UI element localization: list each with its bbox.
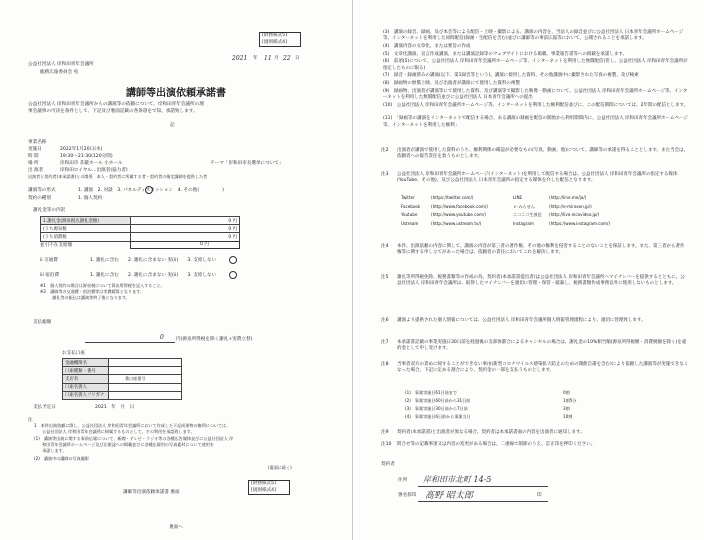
payment-total-label: 支払総額 [33, 320, 52, 325]
sns-url: (http://www.ustream.tv/) [431, 220, 482, 226]
document-title: 講師等出演依頼承諾書 [126, 88, 226, 99]
account-row-label: 口座種類・番号 [63, 367, 109, 375]
signer-heading: 契約者 [381, 462, 395, 467]
fee-row-1b-value: 0 円 [131, 233, 240, 241]
date-month: 11 [264, 55, 272, 62]
continued-label: (裏面に続く) [268, 465, 292, 470]
name-underline [418, 501, 548, 502]
note-2c: 承諾します。 [34, 448, 67, 453]
right-item: (10) 公益社団法人 岸和田青年会議所ホームページ等、インターネットを利用した権利配信並びに、この配信期間については、2年間の配信とします。 [383, 102, 689, 108]
note4-heading: 注4 [381, 244, 389, 249]
payment-total-underline [85, 342, 175, 343]
payment-date-label: 支払予定日 [33, 405, 56, 410]
cancel-row-label: (3) 事業実施日30日前から7日前 [405, 406, 468, 411]
contract-label: 契約の種別 [28, 196, 51, 201]
fee-row-2-box [130, 241, 240, 249]
sns-name2: ニコニコ生放送 [513, 212, 542, 217]
travel-options: 1. 謝礼に含む 2. 謝礼に含まない 実(ii) 3. 支給しない [90, 258, 217, 263]
form-label-2: [規則様式4] [262, 39, 287, 45]
address-label: 住所 [398, 478, 408, 483]
note8-text: 当事者双方の責めに帰することができない事由(新型コロナウイルス感染拡大防止のための開催自粛を含む)により依頼した講演等が実施できなくなった場合、下記に定める割合により、契約金の一部を支払うものとします。 [397, 362, 689, 374]
fee-row-1a-label: (うち源泉税 [41, 225, 131, 233]
sns-name: Facebook [401, 203, 421, 209]
right-item: (5) 文章化講演、宣言作成講演、または講演記録等のウェブサイトにおける掲載、事業報告書等への掲載を承諾します。 [383, 51, 628, 57]
account-row-value [109, 391, 182, 399]
name-handwritten: 髙野 昭太郎 [425, 491, 473, 501]
address-handwritten: 岸和田市北町 14-5 [423, 475, 492, 484]
ki-heading: 記 [170, 123, 175, 128]
name-label: 署名捺印 [398, 493, 417, 498]
note4-text: 本件、出演依頼の内容に関して、講演の内容が第三者の著作権、その他の権利を侵害することのないことを保証します。また、第三者から著作権等に関する申し立てがあった場合は、依頼者の責任においてこれを解決します。 [397, 244, 685, 256]
cancel-row-value: 10割 [563, 414, 573, 419]
cancel-row-value: 0割 [563, 390, 570, 395]
address-underline [418, 486, 548, 487]
note-1: 1 本件出演依頼に際し、公益社団法人 岸和田青年会議所において作成した下記成果物の権利については、 [34, 423, 231, 428]
footer-form-label-1: [財務様式5] [251, 481, 276, 486]
fee-row-1b-label: (うち消費税 [41, 233, 131, 241]
time-label: 時 間 [28, 154, 39, 159]
date-year-suffix: 年 [253, 56, 258, 61]
sns-url: (http://www.facebook.com/) [431, 203, 488, 209]
sns-url2: (http://live.nicovideo.jp/) [549, 212, 600, 217]
fee-row-1a-value: 0 円 [131, 225, 240, 233]
payment-date-value: 2021 年 月 日 [95, 405, 135, 410]
addressee-line-1: 公益社団法人 岸和田青年会議所 [28, 62, 94, 67]
note7-text: 本承諾書記載の事業実施日30日前を経過後の支部体都合によるキャンセルの場合は、謝礼金の10%相当額(源泉所得税額・消費税額を除く)を違約金として申し受けます。 [397, 340, 687, 352]
place-value: 岸和田市 荘厳ホール 小ホール [60, 161, 123, 166]
place-label: 場 所 [28, 161, 39, 166]
account-number-label: 番口座番号 [125, 376, 146, 381]
account-row-value [109, 367, 182, 375]
theme-value: テーマ「岸和田市長選挙について」 [210, 161, 284, 166]
date-value: 2022年1月20日(木) [60, 147, 103, 152]
sns-url2: (https://www.instagram.com/) [549, 220, 611, 226]
format-options: 1. 講演 2. 対談 3. パネルディスカッション 4. その他( ) [78, 188, 224, 193]
relation-note: 出演者と契約者(本承諾書)との関係 本人・契約者に所属する者・契約者の指定講師を提供した者 [28, 174, 208, 179]
sns-name: Youtube [401, 212, 418, 217]
payment-total-value: 0 [160, 334, 164, 341]
table-row [41, 233, 240, 241]
cancel-row-value: 3割 [563, 406, 570, 411]
sns-url2: (http://e-mirasen.jp/) [549, 203, 592, 209]
right-item: (11) 「録画等の講演をインターネットで配信する場合、ある講演の録画を配信の開始から利用期間内に、公益社団法人 岸和田青年会議所ホームページ等、インターネットを利用した権利」 [383, 116, 688, 128]
note5-text: 謝礼等所得税免除、税務書類等の作成の為、契約者(本承諾書提出者)は公益社団法人 岸和田青年会議所へマイナンバーを提供するとともに、公益社団法人 岸和田青年会議所は、取得したマイナンバーを適切に管理・保管・破棄し、税務書類作成事務以外に使用しないものとします。 [397, 275, 685, 287]
sns-url2: (http://line.me/ja/) [549, 195, 587, 200]
note7-heading: 注7 [381, 340, 389, 345]
hotel-label: iii 宿泊費 [40, 273, 60, 278]
right-item: (9) 録画物、出演者が講演等にて使用した資料、及び講演等で撮影した映像・動画について、公益社団法人 岸和田青年会議所ホームページ等、インターネットを利用した無償配信並びに公益社団法人 日本青年会議所への提出 [383, 88, 688, 100]
form-label-1: [財務様式5] [262, 33, 287, 38]
date-day: 22 [283, 55, 291, 62]
note8-heading: 注8 [381, 362, 389, 367]
date-day-suffix: 日 [295, 56, 300, 61]
note-1b: 公益社団法人 岸和田青年会議所に帰属するものとして、その利用を承認致します。 [34, 429, 195, 434]
hotel-selected-mark [229, 271, 237, 279]
intro-line-2: 事会議事の可決を条件として、下記及び裏面記載の各条項をで知、承諾致します。 [28, 109, 198, 114]
right-item: (6) 前項(5)について、公益社団法人 岸和田青年会議所ホームページ等、インターネットを利用した無償配信(但し、公益社団法人 岸和田青年会議所が指定したものに限る) [383, 59, 688, 71]
note10-text: 問合せ等の記載事項又は内容の変更がある場合は、二重線で削除のうえ、訂正印を押印ください。 [397, 442, 596, 447]
account-row-label: 金融機関名 [63, 359, 109, 367]
account-row-label: 支店名 [63, 375, 109, 383]
seal-mark: 印 [537, 493, 542, 498]
small-note-3: 謝礼等の振込は講演等終了後となります。 [40, 295, 130, 300]
footer-form-name: 講師等出演依頼承諾書 裏面 [123, 490, 180, 495]
account-row-label: 口座名義人フリガナ [63, 391, 109, 399]
fee-row-1-value: 0 円 [131, 217, 240, 225]
note-3: (2) 講演中の講師の写真撮影 [34, 456, 89, 461]
cancel-row-label: (4) 事業実施日6日前から事業当日 [405, 414, 471, 419]
note9-text: 契約者(本承諾書)と出演者が異なる場合、契約者は本承諾書面の内容を出演者に通知します。 [397, 430, 585, 435]
note6-text: 講演より提供された個人情報については、公益社団法人 岸和田青年会議所個人情報管理規程により、適切に管理致します。 [397, 318, 646, 323]
small-note-1: ※1 個人契約の場合は源泉税について算出所得税を記入すること。 [40, 283, 165, 288]
hotel-options: 1. 謝礼に含む 2. 謝礼に含まない 実(ii) 3. 支給しない [90, 273, 217, 278]
contract-value: 1. 個人契約 [78, 196, 103, 201]
right-item: (7) 録音・録画済みの講演(以下、第1録音等という)、講演に使用した資料、その他講演中に撮影された写真の複製、及び検索 [383, 73, 639, 79]
note10-heading: 注10 [381, 442, 392, 447]
travel-label: ii 交通費 [40, 258, 58, 263]
table-row [63, 367, 182, 375]
note5-heading: 注5 [381, 275, 389, 280]
travel-selected-mark [229, 256, 237, 264]
note-heading: 注 [28, 418, 33, 423]
note2-heading: 注2 [381, 148, 389, 153]
table-row [63, 391, 182, 399]
right-page [352, 0, 704, 540]
cancel-row-value: 1割5分 [563, 398, 577, 403]
turn-over-label: 裏面へ [169, 525, 183, 530]
account-table [62, 358, 182, 400]
right-item: (8) 録画物の無償上映、及び出演者が講演にて使用した資料の複製 [383, 80, 520, 86]
right-item: (3) 講演の録音、録画、及び本会等による配信・上映・撮影による、講演の内容を、当法人の録音並びに公益社団法人 日本青年会議所ホームページ等、インターネットを利用した同時配信(録画・生配信を含む)並びに講師等の事前広報等において、公開されることを承諾します。 [383, 30, 684, 42]
account-row-value [109, 383, 182, 391]
fee-row-1-label: 1.謝礼金(源泉税込謝礼金額) [41, 217, 131, 225]
small-note-2: ※2 講師等の交通費・宿泊費等は実費精算となります。 [40, 289, 144, 294]
sns-name: Twitter [401, 195, 415, 200]
format-selected-mark [145, 186, 153, 194]
sns-name2: ｅ-みらせん [513, 203, 535, 209]
addressee-line-2: 総務広報委員会 宛 [40, 70, 79, 75]
cancel-row-label: (1) 事業実施日61日前まで [405, 390, 457, 395]
note2-text: 出演者が講演で使用した資料のうち、権利関係の確認が必要なもの(写真、動画、他)について、講師等の承諾を得ることとします。また当会は、依頼者への報告責任を負うものとします。 [397, 148, 688, 160]
sns-name2: LINE [513, 195, 523, 200]
table-row [41, 217, 240, 225]
form-number-box [259, 32, 301, 47]
time-value: 19:30〜21:30(120分間) [60, 154, 113, 159]
format-label: 講演等の形式 [28, 188, 56, 193]
fee-heading: 謝礼金等の内訳 [33, 208, 66, 213]
account-heading: お支払口座 [62, 351, 85, 356]
performer-label: 出 演者 [28, 168, 44, 173]
cancel-row-label: (2) 事業実施日60日前から31日前 [405, 398, 471, 403]
right-item: (4) 講演内容の文章化、または要旨の作成 [383, 43, 471, 49]
date-year: 2021 [232, 55, 248, 62]
sns-url: (https://twitter.com/) [431, 195, 474, 200]
intro-line-1: 公益社団法人 岸和田青年会議所からの講演等の依頼について、岸和田青年会議所の理 [28, 102, 204, 107]
fee-row-2-value: 0 円 [200, 242, 209, 247]
date-month-suffix: 月 [274, 56, 279, 61]
event-heading: 事業名称 [28, 140, 47, 145]
footer-form-label-2: [規則様式4] [251, 487, 276, 493]
payment-total-unit: 円(源泉所得税を除く謝礼+実費立替) [176, 337, 253, 342]
table-row [41, 225, 240, 233]
note3-text: 公益社団法人 岸和田青年会議所ホームページ(インターネット)を利用して配信する場合は、公益社団法人 岸和田青年会議所の指定する媒体(YouTube、その他)、及び公益社団法人 日本青年会議所の指定する媒体を介した配信となります。 [397, 172, 678, 184]
note9-heading: 注9 [381, 430, 389, 435]
note3-heading: 注3 [381, 172, 389, 177]
note-2: (1) 講演等出演に関する事前広報について、新聞・テレビ・ラジオ等の各種広告媒体並びに公益社団法人 岸 [34, 436, 234, 441]
footer-form-box [248, 480, 290, 495]
sns-url: (http://www.youtube.com/) [431, 212, 486, 217]
account-row-label: 口座名義人 [63, 383, 109, 391]
table-row [63, 359, 182, 367]
account-row-value [109, 359, 182, 367]
note-2b: 和田青年会議所ホームページ及び広報誌への掲載並びに各種広報用の写真素材について使用を [34, 442, 214, 447]
fee-row-2-label: 並引不在支給額 [40, 243, 73, 248]
performer-value: 岸和田ロイヤル…出演者(協力者) [60, 168, 128, 173]
date-label: 実施日 [28, 147, 42, 152]
sns-name2: Instagram [513, 220, 534, 226]
sns-name: Ustream [401, 220, 419, 226]
table-row [63, 375, 182, 383]
note6-heading: 注6 [381, 318, 389, 323]
table-row [63, 383, 182, 391]
fee-table [40, 216, 240, 242]
